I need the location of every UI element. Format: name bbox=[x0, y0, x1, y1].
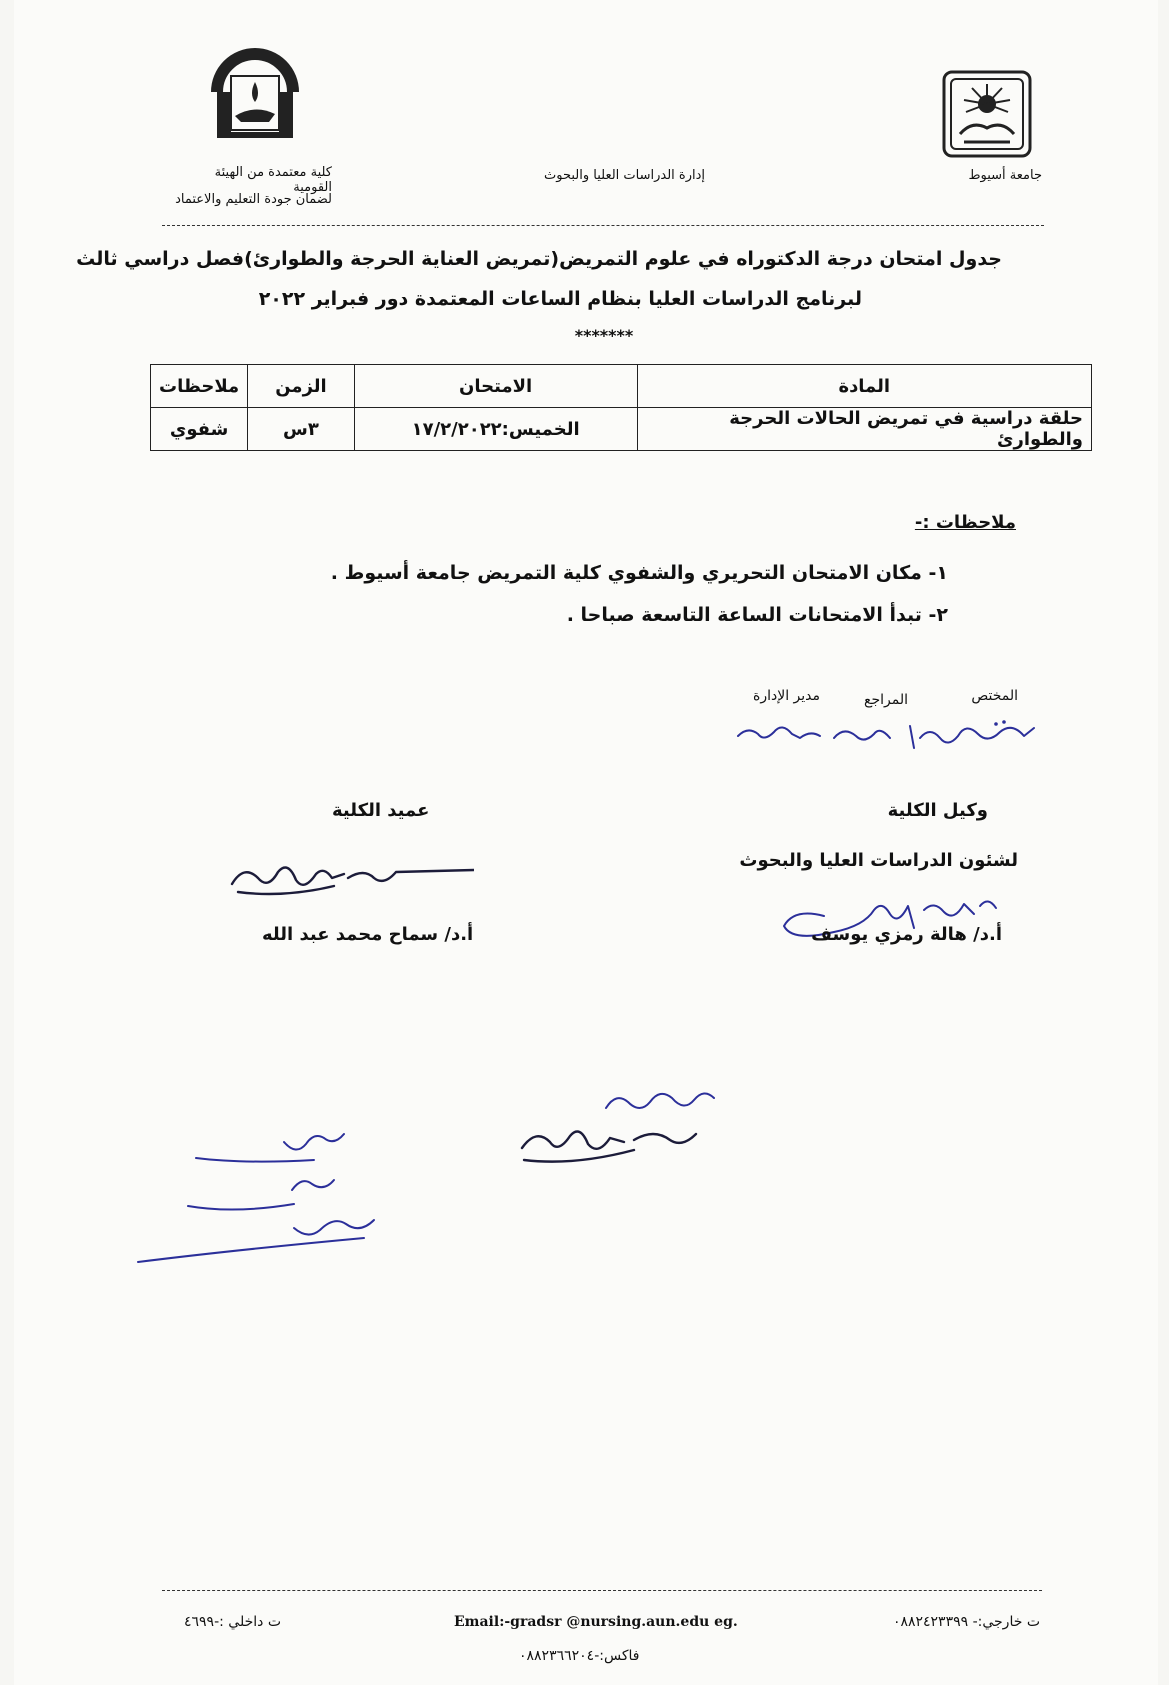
table-header-row bbox=[151, 365, 1092, 408]
cell-exam-type: شفوي bbox=[151, 408, 248, 451]
university-logo bbox=[942, 70, 1032, 158]
header-accreditation-line1: كلية معتمدة من الهيئة القومية bbox=[214, 165, 332, 195]
footer-divider bbox=[162, 1590, 1042, 1591]
vice-dean-title: وكيل الكلية bbox=[887, 800, 988, 821]
staff-specialist-label: المختص bbox=[971, 688, 1018, 704]
footer-fax: فاكس:-٠٨٨٢٣٦٦٢٠٤ bbox=[519, 1648, 640, 1664]
exam-schedule-table bbox=[150, 364, 1092, 451]
notes-heading: ملاحظات :- bbox=[914, 512, 1016, 533]
header-time: الزمن bbox=[248, 365, 355, 408]
schedule-title-line1: جدول امتحان درجة الدكتوراه في علوم التمريض(تمريض العناية الحرجة والطوارئ)فصل دراسي ثالث bbox=[76, 248, 1002, 270]
header-department-name: إدارة الدراسات العليا والبحوث bbox=[544, 168, 706, 183]
cell-duration: ٣س bbox=[248, 408, 355, 451]
footer-email: Email:-gradsr @nursing.aun.edu eg. bbox=[454, 1614, 738, 1630]
dean-name: أ.د/ سماح محمد عبد الله bbox=[262, 924, 474, 945]
handwritten-approval-center bbox=[514, 1080, 754, 1180]
vice-dean-name: أ.د/ هالة رمزي يوسف bbox=[811, 924, 1002, 945]
title-stars: ******* bbox=[574, 326, 634, 345]
header-subject: المادة bbox=[637, 365, 1092, 408]
header-university-name: جامعة أسيوط bbox=[968, 168, 1042, 183]
cell-exam-date: الخميس:١٧/٢/٢٠٢٢ bbox=[354, 408, 637, 451]
dean-signature bbox=[224, 848, 474, 908]
table-row bbox=[151, 408, 1092, 451]
header-divider bbox=[162, 225, 1044, 226]
note-item: ٢- تبدأ الامتحانات الساعة التاسعة صباحا . bbox=[566, 604, 948, 626]
header-accreditation-line2: لضمان جودة التعليم والاعتماد bbox=[175, 192, 332, 207]
vice-dean-title-2: لشئون الدراسات العليا والبحوث bbox=[739, 850, 1018, 871]
footer-internal-phone: ت داخلي :-٤٦٩٩ bbox=[184, 1614, 282, 1630]
note-item: ١- مكان الامتحان التحريري والشفوي كلية التمريض جامعة أسيوط . bbox=[330, 562, 948, 584]
faculty-logo bbox=[209, 42, 301, 142]
header-exam: الامتحان bbox=[354, 365, 637, 408]
staff-manager-label: مدير الإدارة bbox=[752, 688, 820, 704]
cell-subject: حلقة دراسية في تمريض الحالات الحرجة والطوارئ bbox=[637, 408, 1092, 451]
header-notes: ملاحظات bbox=[151, 365, 248, 408]
schedule-title-line2: لبرنامج الدراسات العليا بنظام الساعات المعتمدة دور فبراير ٢٠٢٢ bbox=[258, 288, 862, 310]
staff-reviewer-label: المراجع bbox=[864, 692, 908, 708]
footer-external-phone: ت خارجي:- ٠٨٨٢٤٢٣٣٩٩ bbox=[892, 1614, 1040, 1630]
document-page bbox=[14, 0, 1158, 1685]
dean-title: عميد الكلية bbox=[332, 800, 430, 821]
staff-signatures bbox=[734, 708, 1046, 758]
handwritten-approval-left bbox=[124, 1120, 424, 1280]
